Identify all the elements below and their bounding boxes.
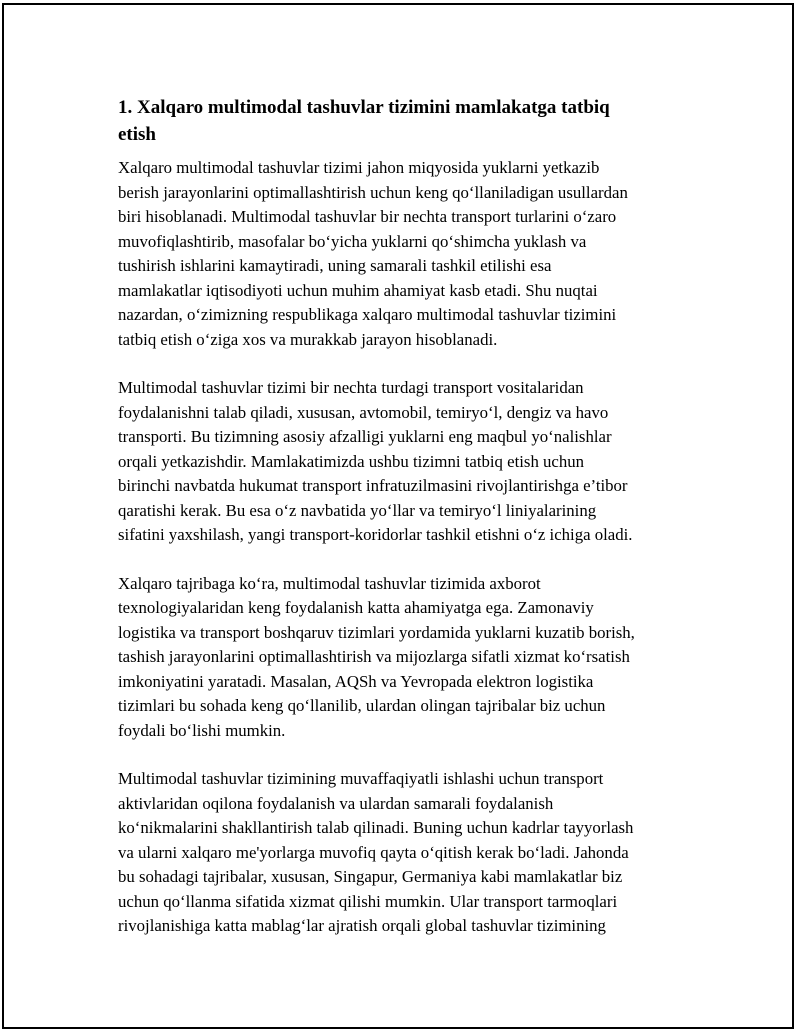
paragraph-1: Xalqaro multimodal tashuvlar tizimi jahon miqyosida yuklarni yetkazib berish jarayonlarini optimallashtirish uchun keng qo‘llaniladigan usullardan biri hisoblanadi. Multimodal tashuvlar bir nechta transport turlarini o‘zaro muvofiqlashtirib, masofalar bo‘yicha yuklarni qo‘shimcha yuklash va tushirish ishlarini kamaytiradi, uning samarali tashkil etilishi esa mamlakatlar iqtisodiyoti uchun muhim ahamiyat kasb etadi. Shu nuqtai nazardan, o‘zimizning respublikaga xalqaro multimodal tashuvlar tizimini tatbiq etish o‘ziga xos va murakkab jarayon hisoblanadi. [118, 158, 628, 349]
section-heading: 1. Xalqaro multimodal tashuvlar tizimini mamlakatga tatbiq etish [118, 97, 610, 145]
paragraph-2: Multimodal tashuvlar tizimi bir nechta turdagi transport vositalaridan foydalanishni talab qiladi, xususan, avtomobil, temiryo‘l, dengiz va havo transporti. Bu tizimning asosiy afzalligi yuklarni eng maqbul yo‘nalishlar orqali yetkazishdir. Mamlakatimizda ushbu tizimni tatbiq etish uchun birinchi navbatda hukumat transport infratuzilmasini rivojlantirishga e’tibor qaratishi kerak. Bu esa o‘z navbatida yo‘llar va temiryo‘l liniyalarining sifatini yaxshilash, yangi transport-koridorlar tashkil etishni o‘z ichiga oladi. [118, 378, 633, 544]
document-body [118, 94, 688, 963]
paragraph-4: Multimodal tashuvlar tizimining muvaffaqiyatli ishlashi uchun transport aktivlaridan oqilona foydalanish va ulardan samarali foydalanish ko‘nikmalarini shakllantirish talab qilinadi. Buning uchun kadrlar tayyorlash va ularni xalqaro me'yorlarga muvofiq qayta o‘qitish kerak bo‘ladi. Jahonda bu sohadagi tajribalar, xususan, Singapur, Germaniya kabi mamlakatlar biz uchun qo‘llanma sifatida xizmat qilishi mumkin. Ular transport tarmoqlari rivojlanishiga katta mablag‘lar ajratish orqali global tashuvlar tizimining [118, 769, 634, 935]
paragraph-3: Xalqaro tajribaga ko‘ra, multimodal tashuvlar tizimida axborot texnologiyalaridan keng foydalanish katta ahamiyatga ega. Zamonaviy logistika va transport boshqaruv tizimlari yordamida yuklarni kuzatib borish, tashish jarayonlarini optimallashtirish va mijozlarga sifatli xizmat ko‘rsatish imkoniyatini yaratadi. Masalan, AQSh va Yevropada elektron logistika tizimlari bu sohada keng qo‘llanilib, ulardan olingan tajribalar biz uchun foydali bo‘lishi mumkin. [118, 573, 635, 740]
